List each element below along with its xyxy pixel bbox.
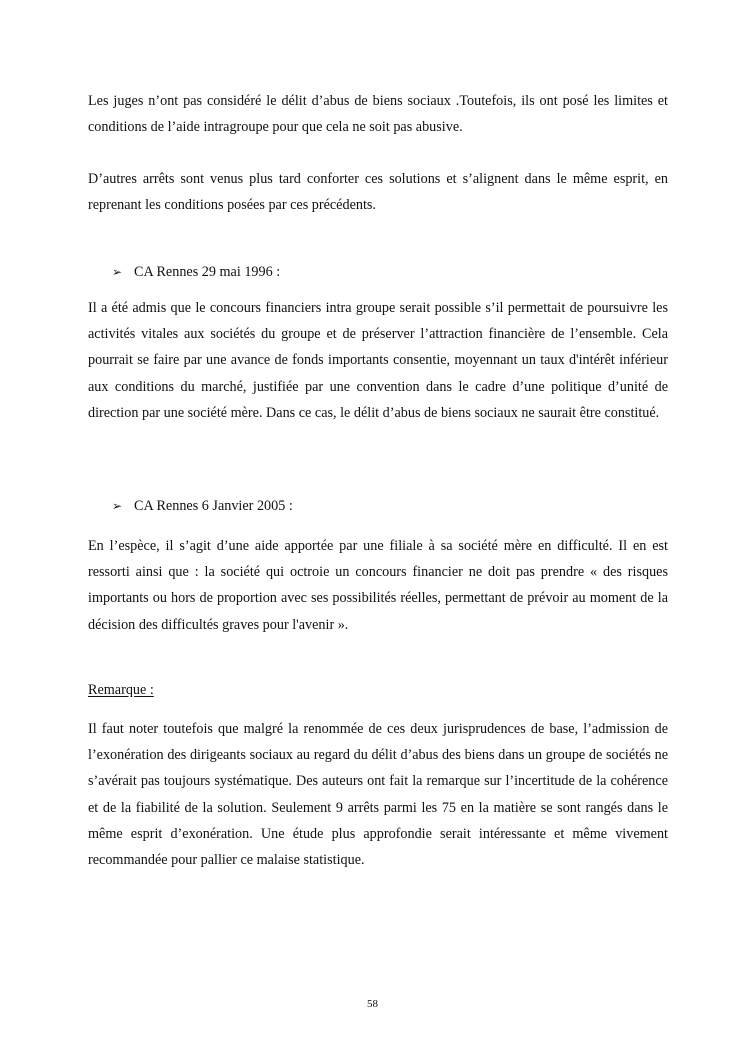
case-title-2: CA Rennes 6 Janvier 2005 :	[134, 498, 293, 514]
case-body-1: Il a été admis que le concours financiers intra groupe serait possible s’il permettait de poursuivre les activités vitales aux sociétés du groupe et de préserver l’attraction financière de l’ensemble. Cela pourrait se faire par une avance de fonds importants consentie, moyennant un taux d'intérêt inférieur aux conditions du marché, justifiée par une convention dans le cadre d’une politique d’unité de direction par une société mère. Dans ce cas, le délit d’abus de biens sociaux ne saurait être constitué.	[88, 300, 668, 421]
intro-paragraph-2: D’autres arrêts sont venus plus tard conforter ces solutions et s’alignent dans le même esprit, en reprenant les conditions posées par ces précédents.	[88, 171, 668, 214]
case-body-2: En l’espèce, il s’agit d’une aide apportée par une filiale à sa société mère en difficulté. Il en est ressorti ainsi que : la société qui octroie un concours financier ne doit pas prendre « des risques importants ou hors de proportion avec ses possibilités réelles, permettant de prévoir au moment de la décision des difficultés graves pour l'avenir ».	[88, 538, 668, 633]
remarque-body: Il faut noter toutefois que malgré la renommée de ces deux jurisprudences de base, l’admission de l’exonération des dirigeants sociaux au regard du délit d’abus des biens dans un groupe de sociétés ne s’avérait pas toujours systématique. Des auteurs ont fait la remarque sur l’incertitude de la cohérence et de la fiabilité de la solution. Seulement 9 arrêts parmi les 75 en la matière se sont rangés dans le même esprit d’exonération. Une étude plus approfondie serait intéressante et même vivement recommandée pour pallier ce malaise statistique.	[88, 721, 668, 869]
remarque-heading: Remarque :	[88, 682, 154, 698]
page-number: 58	[367, 998, 378, 1010]
intro-paragraph-1: Les juges n’ont pas considéré le délit d’abus de biens sociaux .Toutefois, ils ont posé les limites et conditions de l’aide intragroupe pour que cela ne soit pas abusive.	[88, 93, 668, 136]
arrow-bullet-icon: ➢	[112, 265, 123, 279]
case-heading-1	[112, 262, 672, 282]
case-title-1: CA Rennes 29 mai 1996 :	[134, 264, 281, 280]
case-heading-2	[112, 496, 672, 516]
arrow-bullet-icon: ➢	[112, 499, 123, 513]
